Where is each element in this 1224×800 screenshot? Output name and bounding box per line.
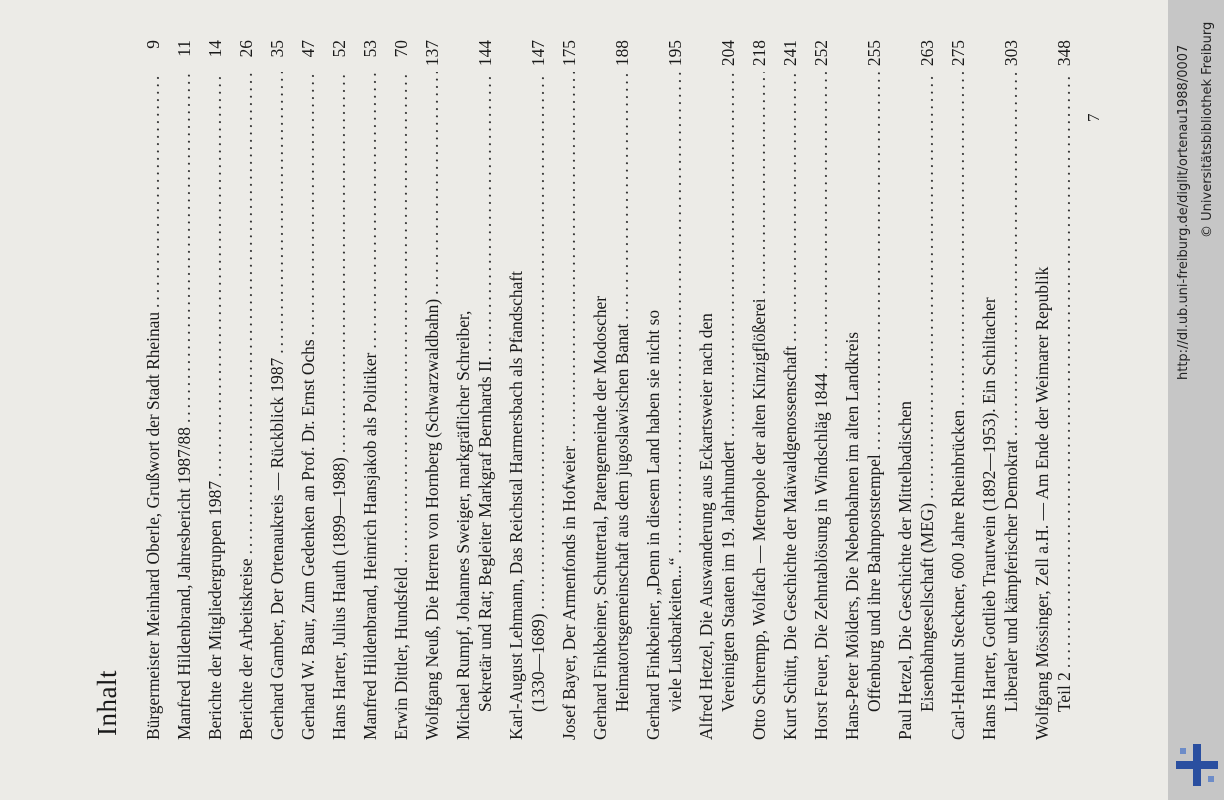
toc-entry-text: Hans-Peter Mölders, Die Nebenbahnen im alten Landkreis xyxy=(842,331,862,740)
dot-leader xyxy=(142,72,164,308)
toc-entry-text: Otto Schrempp, Wolfach — Metropole der alten Kinzigflößerei xyxy=(749,298,769,740)
dot-leader xyxy=(863,72,885,450)
toc-entry xyxy=(894,40,938,740)
toc-page-number: 303 xyxy=(1001,40,1021,67)
toc-page-number: 11 xyxy=(174,40,194,57)
toc-entry-text: Wolfgang Mössinger, Zell a.H. — Am Ende der Weimarer Republik xyxy=(1032,266,1052,740)
toc-entry xyxy=(266,40,288,740)
toc-entry xyxy=(297,40,319,740)
toc-entry-text: Michael Rumpf, Johannes Sweiger, markgräflicher Schreiber, xyxy=(453,310,473,740)
toc-entry-text: Vereinigten Staaten im 19. Jahrhundert xyxy=(718,441,738,712)
toc-page-number: 175 xyxy=(559,40,579,67)
toc-entry-text: Sekretär und Rat; Begleiter Markgraf Bernhards II. xyxy=(475,356,495,712)
dot-leader xyxy=(664,72,686,553)
toc-entry-text: Eisenbahngesellschaft (MEG) xyxy=(917,502,937,712)
toc-page-number: 137 xyxy=(422,40,442,67)
dot-leader xyxy=(297,72,319,335)
dot-leader xyxy=(474,72,496,352)
toc-page-number: 26 xyxy=(236,40,256,58)
dot-leader xyxy=(748,72,770,294)
toc-entry-text: Heimatortsgemeinschaft aus dem jugoslawischen Banat xyxy=(612,323,632,712)
toc-entry-text: Teil 2 xyxy=(1054,672,1074,712)
toc-entry xyxy=(421,40,443,740)
dot-leader xyxy=(359,72,381,349)
toc-page-number: 144 xyxy=(475,40,495,67)
toc-page-number: 14 xyxy=(205,40,225,58)
dot-leader xyxy=(527,72,549,609)
dot-leader xyxy=(235,72,257,554)
toc-entry-text: Hans Harter, Julius Hauth (1899—1988) xyxy=(329,457,349,740)
toc-entry-text: Liberaler und kämpferischer Demokrat xyxy=(1001,440,1021,712)
toc-entry xyxy=(359,40,381,740)
toc-page-number: 204 xyxy=(718,40,738,67)
toc-entry-text: Josef Bayer, Der Armenfonds in Hofweier xyxy=(559,446,579,740)
toc-entry xyxy=(452,40,496,740)
toc-entry xyxy=(328,40,350,740)
toc-entry-text: viele Lustbarkeiten...“ xyxy=(665,557,685,712)
toc-entry xyxy=(810,40,832,740)
dot-leader xyxy=(204,72,226,477)
toc-entry xyxy=(505,40,549,740)
library-logo-icon xyxy=(1176,744,1218,786)
toc-page-number: 255 xyxy=(864,40,884,67)
toc-page-number: 53 xyxy=(360,40,380,58)
source-url[interactable]: http://dl.ub.uni-freiburg.de/diglit/ortenau1988/0007 xyxy=(1176,44,1191,380)
toc-entry-text: Gerhard Finkbeiner, „Denn in diesem Land haben sie nicht so xyxy=(643,309,663,740)
toc-page-number: 188 xyxy=(612,40,632,67)
toc-entry-text: Karl-August Lehmann, Das Reichstal Harmersbach als Pfandschaft xyxy=(506,271,526,740)
toc-entry-text: Offenburg und ihre Bahnpoststempel xyxy=(864,454,884,712)
toc-entry xyxy=(642,40,686,740)
dot-leader xyxy=(328,72,350,453)
toc-page-number: 9 xyxy=(143,40,163,49)
dot-leader xyxy=(717,72,739,437)
toc-entry xyxy=(390,40,412,740)
toc-entry xyxy=(1031,40,1075,740)
toc-entry-text: Horst Feuer, Die Zehntablösung in Windschläg 1844 xyxy=(811,373,831,740)
page-number: 7 xyxy=(1084,113,1103,122)
toc-entry xyxy=(947,40,969,740)
toc-entry xyxy=(589,40,633,740)
toc-entry-text: Alfred Hetzel, Die Auswanderung aus Eckartsweier nach den xyxy=(696,313,716,740)
toc-page-number: 218 xyxy=(749,40,769,67)
toc-entry-text: Erwin Dittler, Hundsfeld xyxy=(391,567,411,740)
toc-page-number: 275 xyxy=(948,40,968,67)
dot-leader xyxy=(611,72,633,320)
toc-entry-text: Gerhard W. Baur, Zum Gedenken an Prof. Dr. Ernst Ochs xyxy=(298,339,318,740)
dot-leader xyxy=(916,72,938,499)
toc-entry-text: Hans Harter, Gottlieb Trautwein (1892—1953). Ein Schiltacher xyxy=(979,297,999,740)
toc-entry-text: Berichte der Arbeitskreise xyxy=(236,558,256,740)
dot-leader xyxy=(947,72,969,406)
toc-page-number: 47 xyxy=(298,40,318,58)
toc-entry xyxy=(558,40,580,740)
dot-leader xyxy=(266,72,288,354)
toc-page-number: 348 xyxy=(1054,40,1074,67)
toc-entry xyxy=(235,40,257,740)
dot-leader xyxy=(173,72,195,423)
toc-page-number: 241 xyxy=(780,40,800,67)
toc-entry-text: Gerhard Finkbeiner, Schuttertal, Patengemeinde der Modoscher xyxy=(590,295,610,740)
page-title: Inhalt xyxy=(92,670,122,736)
toc-entry-text: Manfred Hildenbrand, Jahresbericht 1987/88 xyxy=(174,427,194,740)
dot-leader xyxy=(421,72,443,295)
toc-page-number: 195 xyxy=(665,40,685,67)
toc-entry-text: (1330—1689) xyxy=(528,613,548,712)
toc-entry-text: Carl-Helmut Steckner, 600 Jahre Rheinbrücken xyxy=(948,409,968,740)
toc-page-number: 52 xyxy=(329,40,349,58)
toc-page-number: 263 xyxy=(917,40,937,67)
toc-page-number: 252 xyxy=(811,40,831,67)
table-of-contents xyxy=(142,40,1084,740)
toc-entry-text: Berichte der Mitgliedergruppen 1987 xyxy=(205,480,225,740)
toc-entry-text: Wolfgang Neuß, Die Herren von Hornberg (Schwarzwaldbahn) xyxy=(422,298,442,740)
toc-page-number: 35 xyxy=(267,40,287,58)
dot-leader xyxy=(810,72,832,369)
toc-entry xyxy=(204,40,226,740)
toc-entry xyxy=(142,40,164,740)
toc-entry xyxy=(173,40,195,740)
toc-entry-text: Bürgermeister Meinhard Oberle, Grußwort der Stadt Rheinau xyxy=(143,311,163,740)
toc-entry xyxy=(695,40,739,740)
toc-entry-text: Gerhard Gamber, Der Ortenaukreis — Rückblick 1987 xyxy=(267,357,287,740)
dot-leader xyxy=(1000,72,1022,436)
copyright-notice: © Universitätsbibliothek Freiburg xyxy=(1200,21,1215,238)
dot-leader xyxy=(1053,72,1075,668)
toc-entry-text: Manfred Hildenbrand, Heinrich Hansjakob als Politiker xyxy=(360,352,380,740)
toc-page-number: 147 xyxy=(528,40,548,67)
toc-entry xyxy=(978,40,1022,740)
toc-entry xyxy=(841,40,885,740)
dot-leader xyxy=(779,72,801,342)
toc-page-number: 70 xyxy=(391,40,411,58)
toc-entry-text: Paul Hetzel, Die Geschichte der Mittelbadischen xyxy=(895,401,915,740)
dot-leader xyxy=(558,72,580,442)
toc-entry-text: Kurt Schütt, Die Geschichte der Maiwaldgenossenschaft xyxy=(780,345,800,740)
dot-leader xyxy=(390,72,412,563)
toc-entry xyxy=(748,40,770,740)
toc-entry xyxy=(779,40,801,740)
